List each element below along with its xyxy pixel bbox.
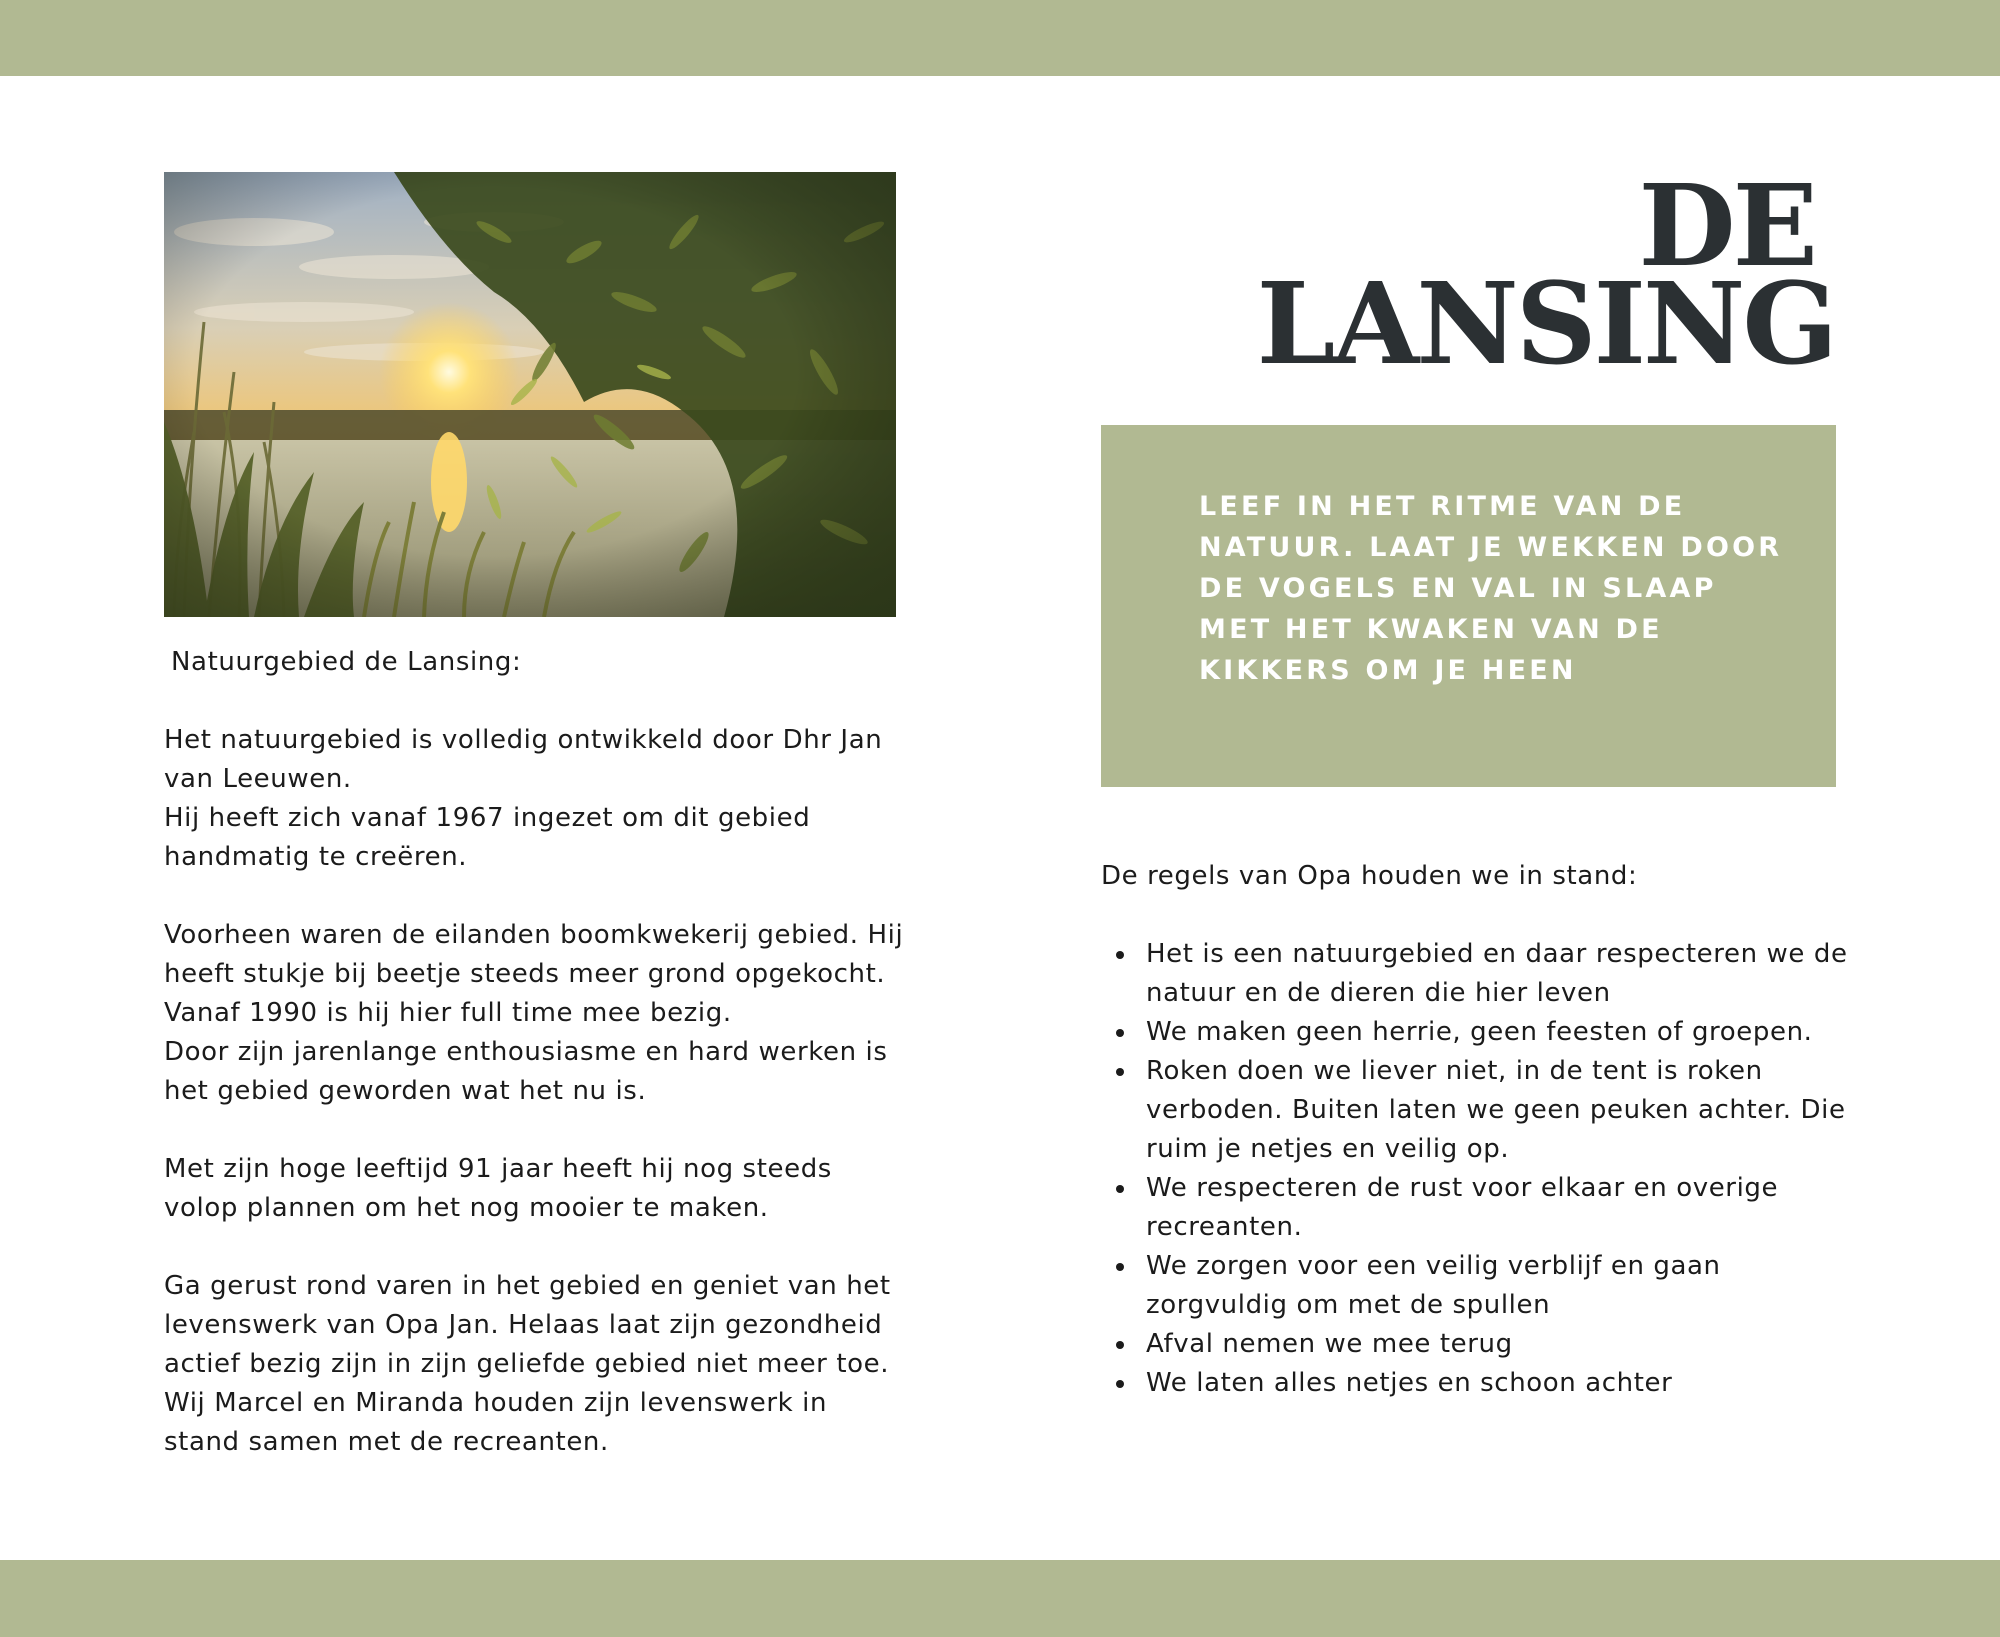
rule-item: We zorgen voor een veilig verblijf en gaan zorgvuldig om met de spullen [1146,1247,1861,1325]
title-line-2: LANSING [1256,259,1835,390]
rule-item: Het is een natuurgebied en daar respecteren we de natuur en de dieren die hier leven [1146,935,1861,1013]
history-intro: Natuurgebied de Lansing: [171,647,522,677]
history-paragraph: Voorheen waren de eilanden boomkwekerij gebied. Hij heeft stukje bij beetje steeds meer grond opgekocht. Vanaf 1990 is hij hier full time mee bezig. Door zijn jarenlange enthousiasme en hard werken is het gebied geworden wat het nu is. [164,920,904,1106]
top-color-band [0,0,2000,76]
rule-item: We maken geen herrie, geen feesten of groepen. [1146,1013,1861,1052]
rule-item: We laten alles netjes en schoon achter [1146,1364,1861,1403]
history-paragraph: Het natuurgebied is volledig ontwikkeld door Dhr Jan van Leeuwen. Hij heeft zich vanaf 1967 ingezet om dit gebied handmatig te creëren. [164,725,883,872]
rules-section [1101,857,1861,1403]
sunset-photo [164,172,896,617]
history-paragraph: Ga gerust rond varen in het gebied en geniet van het levenswerk van Opa Jan. Helaas laat zijn gezondheid actief bezig zijn in zijn geliefde gebied niet meer toe. Wij Marcel en Miranda houden zijn levenswerk in stand samen met de recreanten. [164,1271,891,1457]
rule-item: We respecteren de rust voor elkaar en overige recreanten. [1146,1169,1861,1247]
rule-item: Roken doen we liever niet, in de tent is roken verboden. Buiten laten we geen peuken achter. Die ruim je netjes en veilig op. [1146,1052,1861,1169]
rule-item: Afval nemen we mee terug [1146,1325,1861,1364]
title-line-1: DE [1638,161,1815,292]
history-paragraph: Met zijn hoge leeftijd 91 jaar heeft hij nog steeds volop plannen om het nog mooier te maken. [164,1154,832,1223]
rules-intro: De regels van Opa houden we in stand: [1101,861,1638,891]
history-text [164,643,904,1462]
rules-list [1101,935,1861,1403]
quote-text: LEEF IN HET RITME VAN DE NATUUR. LAAT JE WEKKEN DOOR DE VOGELS EN VAL IN SLAAP MET HET KWAKEN VAN DE KIKKERS OM JE HEEN [1199,491,1783,686]
quote-box [1101,425,1836,787]
page-title [1035,161,1835,390]
bottom-color-band [0,1560,2000,1637]
